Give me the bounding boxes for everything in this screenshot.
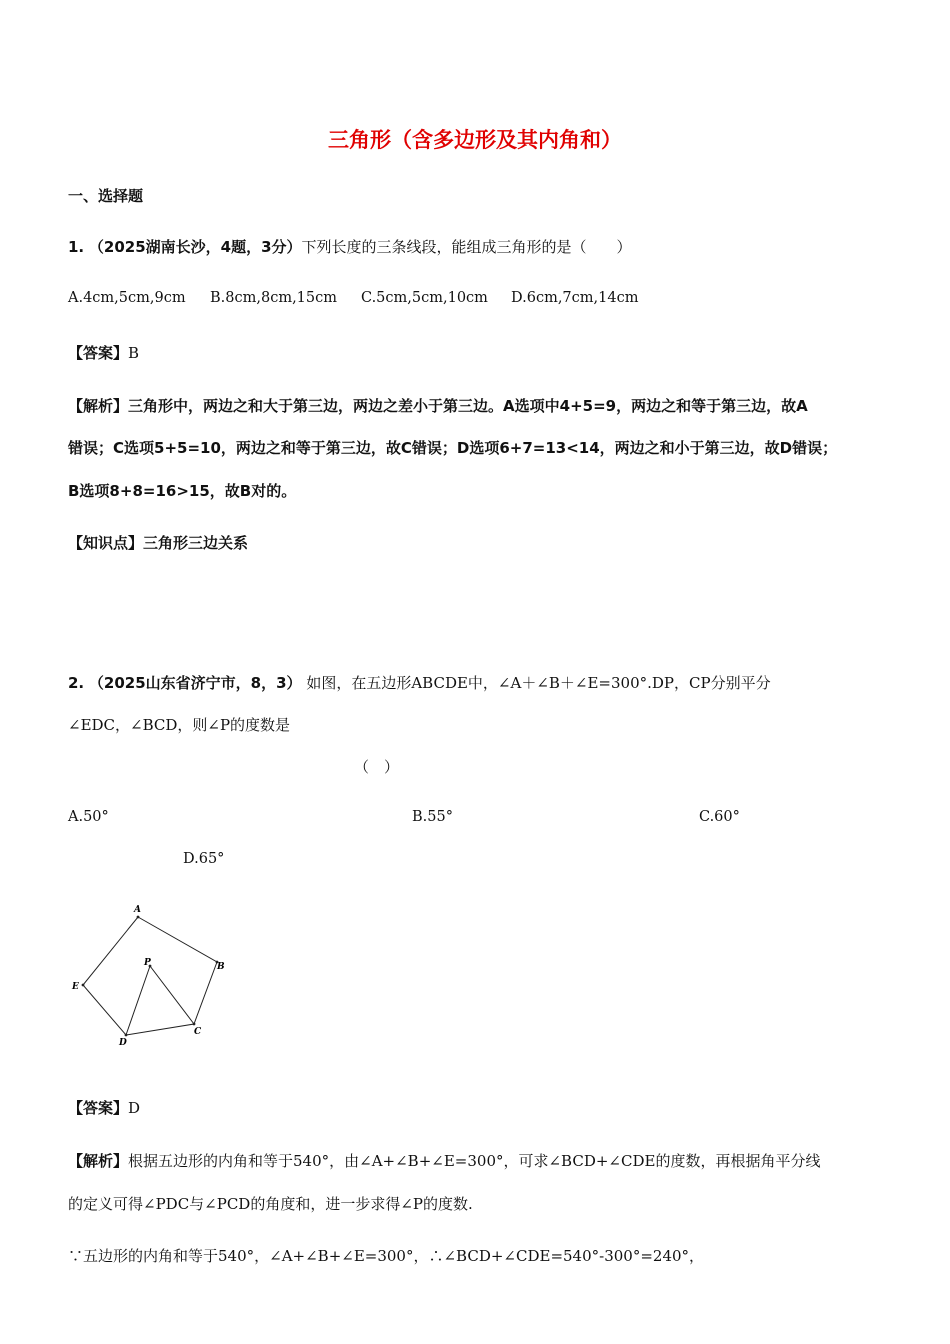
q2-stem-1: 如图，在五边形ABCDE中，∠A＋∠B＋∠E=300°.DP，CP分别平分	[306, 674, 771, 692]
label-vertex-e: E	[72, 982, 79, 992]
q2-option-c: C.60°	[699, 809, 740, 825]
q1-number: 1.	[68, 238, 85, 256]
q1-option-c: C.5cm,5cm,10cm	[361, 290, 488, 306]
q2-option-a: A.50°	[68, 809, 109, 825]
pentagon-figure	[60, 895, 240, 1055]
q1-source: （2025湖南长沙，4题，3分）	[88, 238, 302, 256]
q2-answer: D	[128, 1099, 141, 1117]
q1-knowledge-label: 【知识点】	[68, 534, 144, 552]
q1-knowledge-line	[68, 532, 248, 553]
label-vertex-b: B	[217, 962, 225, 972]
q1-option-a: A.4cm,5cm,9cm	[68, 290, 186, 306]
q2-option-b: B.55°	[412, 809, 453, 825]
q2-analysis-label: 【解析】	[68, 1152, 129, 1170]
q1-knowledge: 三角形三边关系	[143, 534, 249, 552]
q1-analysis-text-1: 三角形中，两边之和大于第三边，两边之差小于第三边。A选项中4+5=9，两边之和等于第三边，故A	[128, 397, 808, 415]
q2-stem-line-1	[68, 672, 771, 693]
q1-answer-label: 【答案】	[68, 344, 129, 362]
q1-analysis-line-3: B选项8+8=16>15，故B对的。	[68, 482, 297, 500]
label-vertex-a: A	[134, 905, 141, 915]
pentagon-abcde	[83, 917, 217, 1035]
q1-stem-line	[68, 236, 632, 257]
q1-analysis-line-2: 错误；C选项5+5=10，两边之和等于第三边，故C错误；D选项6+7=13<14，两边之和小于第三边，故D错误；	[68, 439, 838, 457]
q2-option-d: D.65°	[183, 851, 225, 867]
q2-number: 2.	[68, 674, 85, 692]
q1-answer: B	[128, 344, 140, 362]
label-vertex-d: D	[119, 1038, 127, 1048]
page-title: 三角形（含多边形及其内角和）	[328, 128, 622, 152]
q2-analysis-line-1	[68, 1150, 820, 1171]
label-point-p: P	[144, 958, 151, 968]
section-heading: 一、选择题	[68, 187, 144, 205]
q1-analysis-label: 【解析】	[68, 397, 129, 415]
q2-stem-line-2: ∠EDC，∠BCD，则∠P的度数是	[68, 716, 291, 734]
q2-answer-line	[68, 1097, 140, 1118]
q1-answer-line	[68, 342, 139, 363]
q2-solution-line: ∵五边形的内角和等于540°，∠A+∠B+∠E=300°，∴∠BCD+∠CDE=540°-300°=240°，	[68, 1247, 705, 1265]
q1-stem: 下列长度的三条线段，能组成三角形的是（ ）	[301, 238, 632, 256]
bisector-lines-dp-cp	[126, 966, 194, 1035]
q2-answer-paren: （ ）	[354, 758, 400, 776]
q1-option-b: B.8cm,8cm,15cm	[210, 290, 337, 306]
q1-option-d: D.6cm,7cm,14cm	[511, 290, 639, 306]
vertex-points	[82, 916, 219, 1037]
q2-analysis-line-2: 的定义可得∠PDC与∠PCD的角度和，进一步求得∠P的度数.	[68, 1195, 473, 1213]
q2-answer-label: 【答案】	[68, 1099, 129, 1117]
q2-analysis-text-1: 根据五边形的内角和等于540°，由∠A+∠B+∠E=300°，可求∠BCD+∠CDE的度数，再根据角平分线	[128, 1152, 821, 1170]
q2-source: （2025山东省济宁市，8，3）	[88, 674, 302, 692]
q1-analysis-line-1	[68, 395, 808, 416]
label-vertex-c: C	[194, 1027, 202, 1037]
